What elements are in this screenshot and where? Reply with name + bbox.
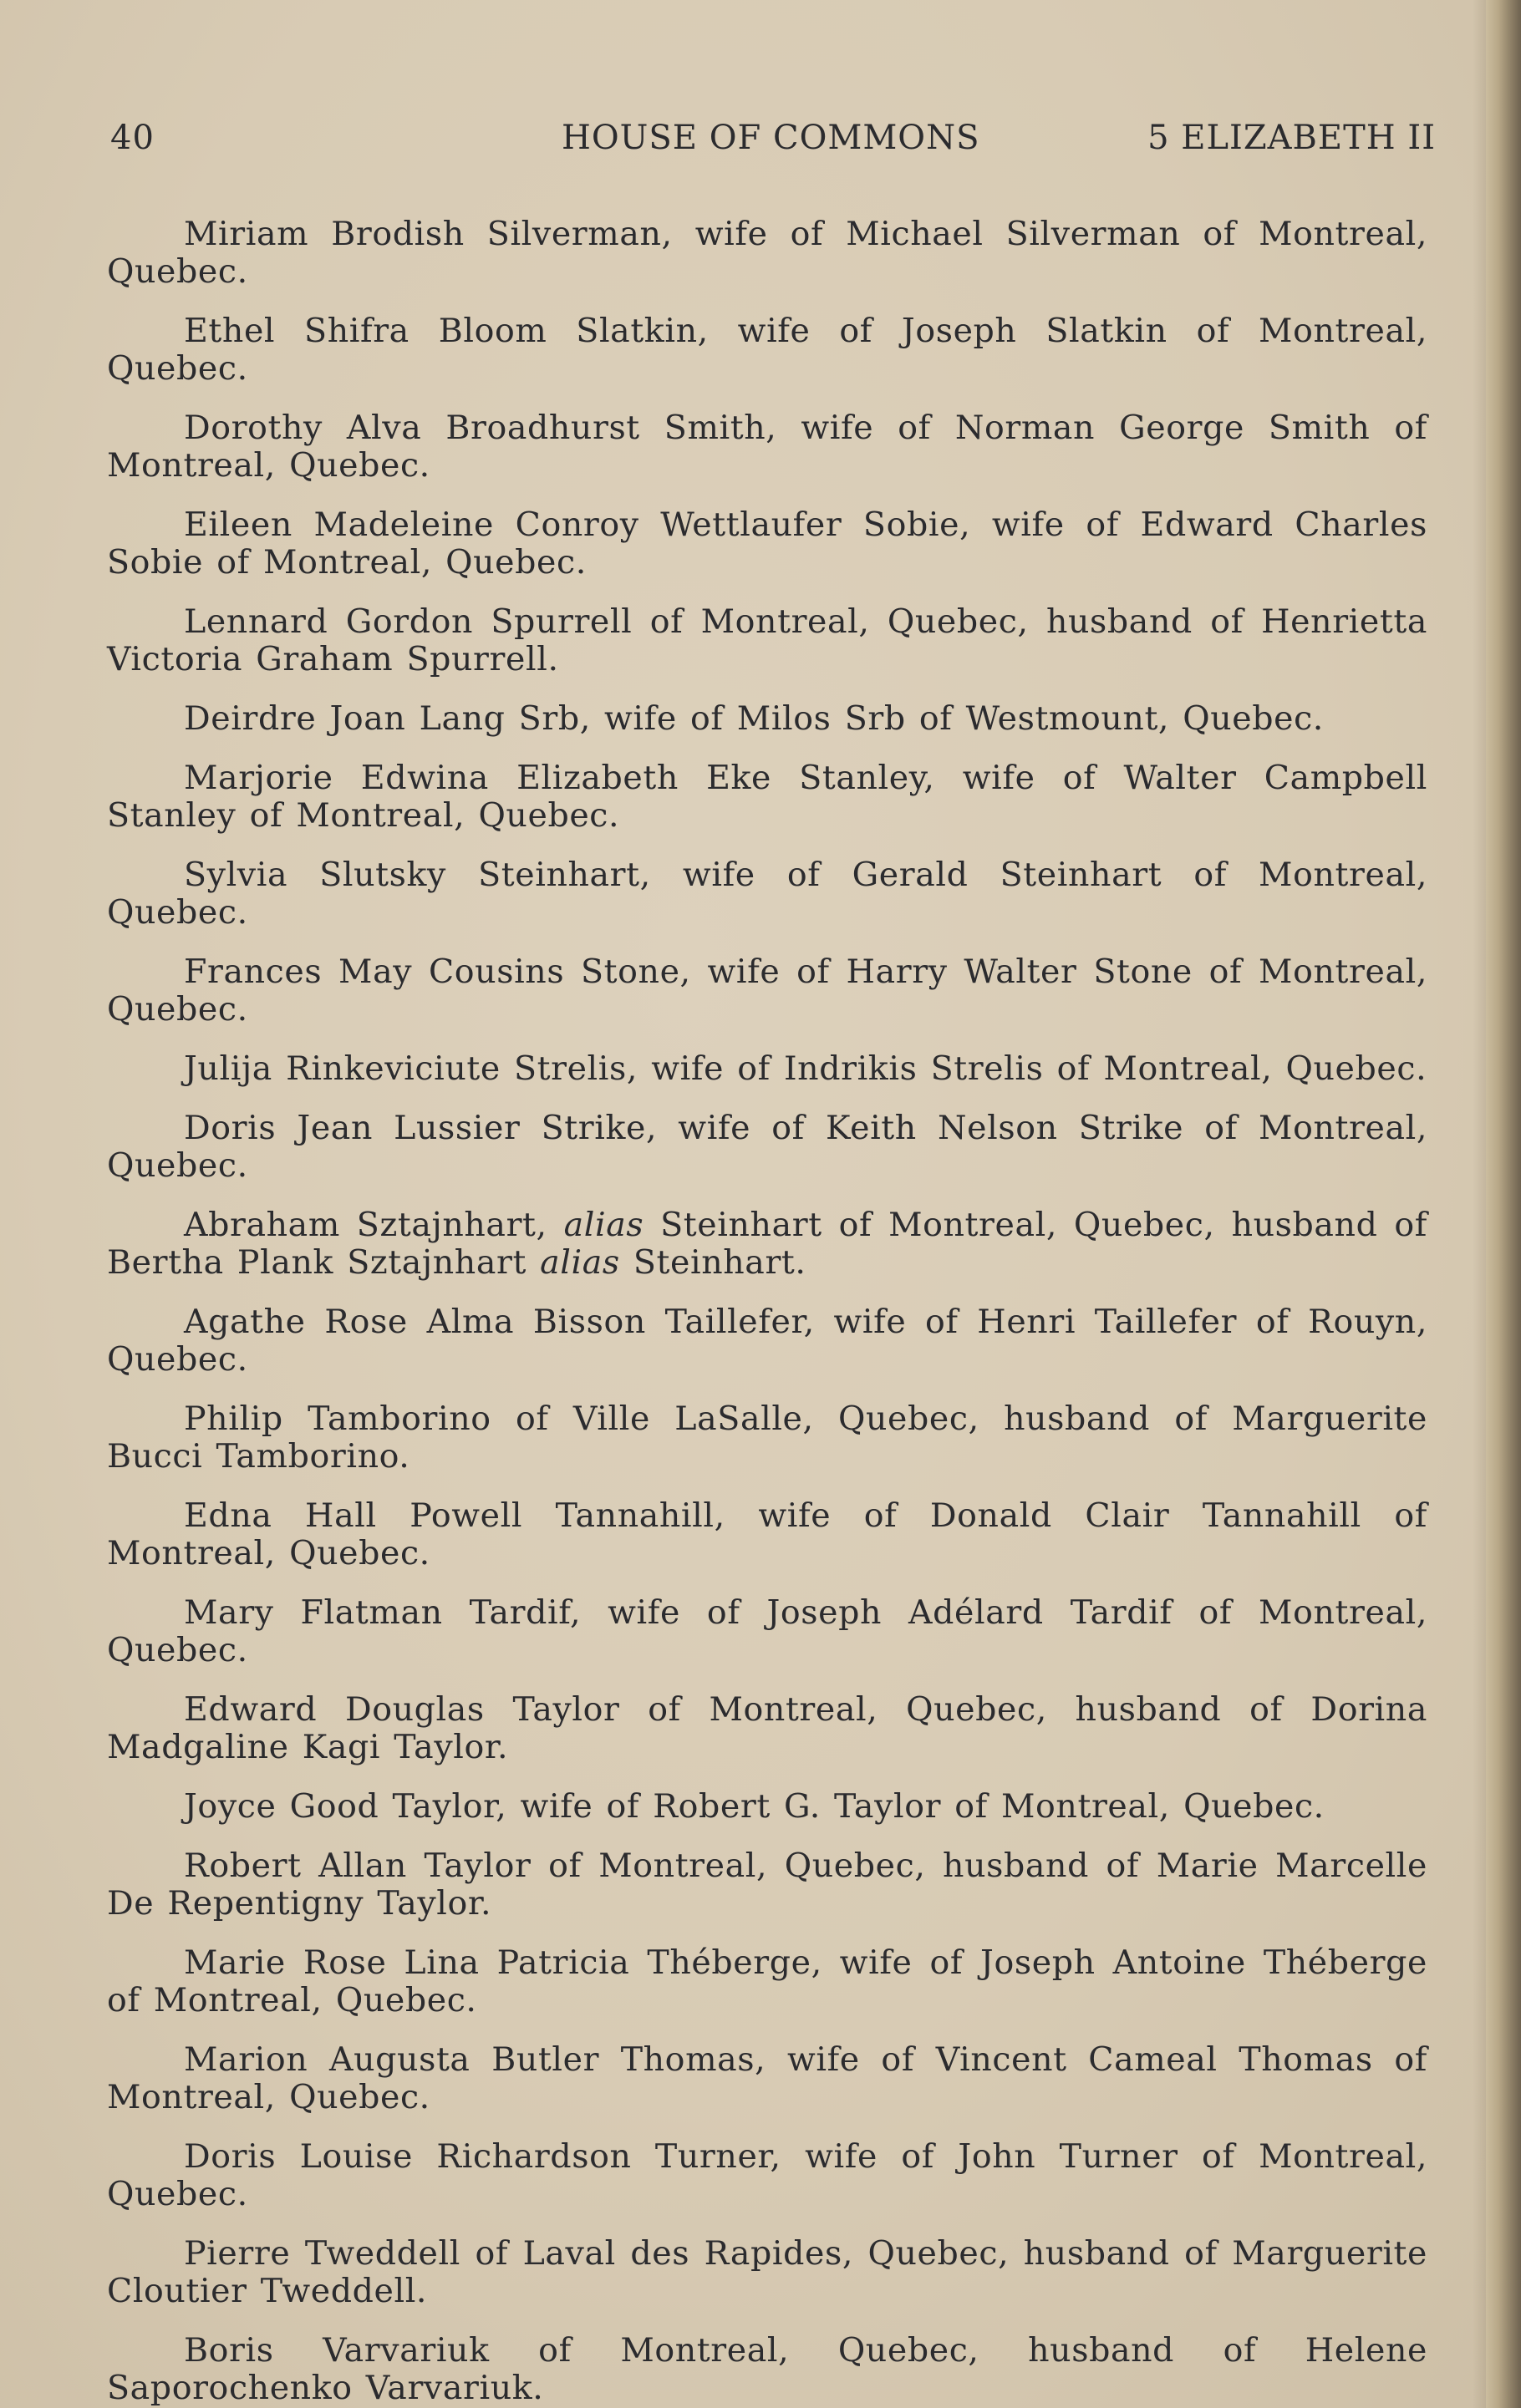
entry-taylor-edward: Edward Douglas Taylor of Montreal, Quebec, husband of Dorina Madgaline Kagi Taylor. [107, 1690, 1427, 1766]
entry-list [107, 216, 1427, 2408]
entry-text-part: Steinhart of Montreal, Quebec, husband of Bertha Plank Sztajnhart [107, 1206, 1427, 1282]
entry-tamborino: Philip Tamborino of Ville LaSalle, Quebec, husband of Marguerite Bucci Tamborino. [107, 1400, 1427, 1476]
entry-strike: Doris Jean Lussier Strike, wife of Keith Nelson Strike of Montreal, Quebec. [107, 1109, 1427, 1185]
entry-srb: Deirdre Joan Lang Srb, wife of Milos Srb of Westmount, Quebec. [184, 699, 1324, 738]
regnal-year: 5 ELIZABETH II [1147, 119, 1436, 157]
entry-stone: Frances May Cousins Stone, wife of Harry Walter Stone of Montreal, Quebec. [107, 953, 1427, 1029]
entry-steinhart: Sylvia Slutsky Steinhart, wife of Gerald Steinhart of Montreal, Quebec. [107, 856, 1427, 932]
entry-turner: Doris Louise Richardson Turner, wife of John Turner of Montreal, Quebec. [107, 2137, 1427, 2213]
entry-spurrell: Lennard Gordon Spurrell of Montreal, Quebec, husband of Henrietta Victoria Graham Spurrell. [107, 602, 1427, 678]
page-edge [1486, 0, 1521, 2408]
entry-text-part: Steinhart. [619, 1243, 806, 1282]
entry-strelis: Julija Rinkeviciute Strelis, wife of Indrikis Strelis of Montreal, Quebec. [184, 1049, 1427, 1088]
entry-sztajnhart [107, 1207, 1427, 1282]
entry-varvariuk: Boris Varvariuk of Montreal, Quebec, husband of Helene Saporochenko Varvariuk. [107, 2331, 1427, 2407]
entry-tardif: Mary Flatman Tardif, wife of Joseph Adélard Tardif of Montreal, Quebec. [107, 1593, 1427, 1669]
alias-term: alias [540, 1243, 620, 1282]
running-header [110, 119, 1436, 165]
entry-sobie: Eileen Madeleine Conroy Wettlaufer Sobie, wife of Edward Charles Sobie of Montreal, Quebec. [107, 505, 1427, 582]
entry-taylor-joyce: Joyce Good Taylor, wife of Robert G. Taylor of Montreal, Quebec. [184, 1787, 1325, 1826]
entry-tannahill: Edna Hall Powell Tannahill, wife of Donald Clair Tannahill of Montreal, Quebec. [107, 1496, 1427, 1572]
entry-silverman: Miriam Brodish Silverman, wife of Michael Silverman of Montreal, Quebec. [107, 215, 1427, 291]
entry-text-part: Abraham Sztajnhart, [184, 1206, 564, 1244]
entry-tweddell: Pierre Tweddell of Laval des Rapides, Quebec, husband of Marguerite Cloutier Tweddell. [107, 2234, 1427, 2310]
entry-theberge: Marie Rose Lina Patricia Théberge, wife of Joseph Antoine Théberge of Montreal, Quebec. [107, 1943, 1427, 2019]
alias-term: alias [563, 1206, 644, 1244]
entry-slatkin: Ethel Shifra Bloom Slatkin, wife of Joseph Slatkin of Montreal, Quebec. [107, 312, 1427, 388]
running-title: HOUSE OF COMMONS [562, 119, 980, 157]
page-gutter-shadow [1473, 0, 1486, 2408]
page-number: 40 [110, 119, 155, 157]
entry-smith: Dorothy Alva Broadhurst Smith, wife of Norman George Smith of Montreal, Quebec. [107, 409, 1427, 485]
entry-taylor-robert: Robert Allan Taylor of Montreal, Quebec, husband of Marie Marcelle De Repentigny Taylor. [107, 1847, 1427, 1923]
entry-taillefer: Agathe Rose Alma Bisson Taillefer, wife of Henri Taillefer of Rouyn, Quebec. [107, 1303, 1427, 1379]
entry-thomas: Marion Augusta Butler Thomas, wife of Vincent Cameal Thomas of Montreal, Quebec. [107, 2040, 1427, 2116]
entry-stanley: Marjorie Edwina Elizabeth Eke Stanley, wife of Walter Campbell Stanley of Montreal, Quebec. [107, 759, 1427, 835]
